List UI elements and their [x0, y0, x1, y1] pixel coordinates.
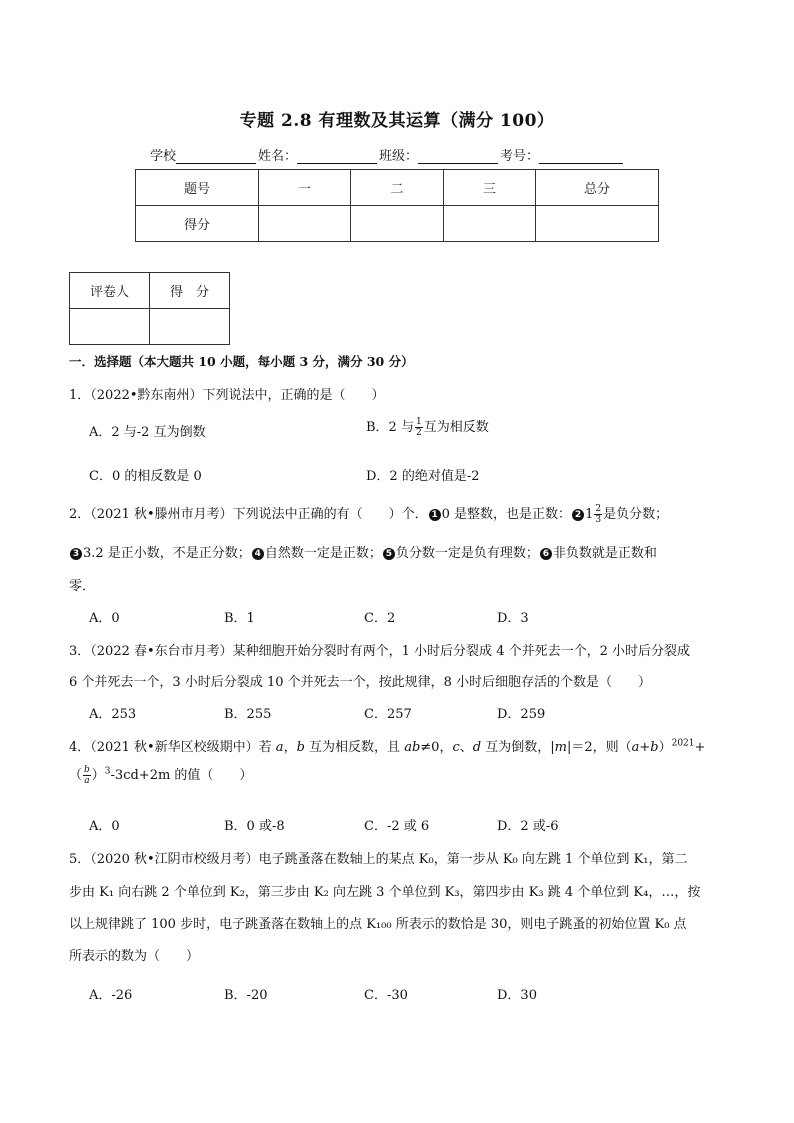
q1-option-a: A．2 与-2 互为倒数 [89, 425, 206, 440]
score-cell [351, 206, 444, 242]
question-5-line-3: 以上规律跳了 100 步时，电子跳蚤落在数轴上的点 K₁₀₀ 所表示的数恰是 30，则电子跳蚤的初始位置 K₀ 点 [69, 917, 687, 932]
score-table [135, 169, 659, 242]
q1-option-c: C．0 的相反数是 0 [89, 469, 202, 484]
score-cell [444, 206, 536, 242]
fraction: $\frac{b}{a}$ [84, 765, 90, 786]
q2-option-a: A．0 [89, 611, 120, 626]
q4-option-d: D．2 或-6 [497, 819, 559, 834]
q3-option-c: C．257 [364, 707, 412, 722]
score-table-score-row [136, 206, 659, 242]
grader-score-label: 得 分 [149, 273, 229, 309]
school-label: 学校 [150, 149, 177, 164]
name-label: 姓名： [258, 149, 298, 164]
question-2-line-3: 零． [69, 579, 96, 594]
q1-option-d: D．2 的绝对值是-2 [366, 469, 480, 484]
q5-option-d: D．30 [497, 988, 537, 1003]
fraction: $\frac{2}{3}$ [595, 504, 602, 525]
exam-number-label: 考号： [500, 149, 540, 164]
question-3-line-1: 3．（2022 春•东台市月考）某种细胞开始分裂时有两个，1 小时后分裂成 4 个并死去一个，2 小时后分裂成 [69, 644, 690, 659]
score-header-cell: 题号 [136, 170, 259, 206]
class-blank [418, 149, 498, 164]
name-blank [297, 149, 377, 164]
question-1-stem: 1．（2022•黔东南州）下列说法中，正确的是（ ） [69, 388, 385, 403]
page-title: 专题 2.8 有理数及其运算（满分 100） [239, 111, 555, 131]
circled-number-icon: 6 [540, 548, 552, 560]
grader-label: 评卷人 [70, 273, 150, 309]
score-row-label: 得分 [136, 206, 259, 242]
q3-option-b: B．255 [224, 707, 272, 722]
question-3-line-2: 6 个并死去一个，3 小时后分裂成 10 个并死去一个，按此规律，8 小时后细胞存活的个数是（ ） [69, 675, 652, 690]
score-cell [536, 206, 659, 242]
student-info-line [150, 145, 625, 164]
grader-table [69, 272, 230, 345]
question-5-line-1: 5．（2020 秋•江阴市校级月考）电子跳蚤落在数轴上的某点 K₀，第一步从 K₀ 向左跳 1 个单位到 K₁，第二 [69, 852, 688, 867]
q2-option-d: D．3 [497, 611, 529, 626]
q1-option-b: B．2 与 $\frac{1}{2}$ 互为相反数 [366, 417, 489, 438]
question-5-line-4: 所表示的数为（ ） [69, 949, 200, 964]
q4-option-a: A．0 [89, 819, 120, 834]
q4-option-c: C．-2 或 6 [364, 819, 430, 834]
circled-number-icon: 4 [252, 548, 264, 560]
section-heading: 一．选择题（本大题共 10 小题，每小题 3 分，满分 30 分） [69, 354, 414, 369]
q5-option-a: A．-26 [89, 988, 133, 1003]
grader-cell [70, 309, 150, 345]
q2-option-b: B．1 [224, 611, 255, 626]
question-2-line-2: 3 3.2 是正小数，不是正分数； 4 自然数一定是正数； 5 负分数一定是负有理数； 6 非负数就是正数和 [69, 542, 657, 561]
score-cell [259, 206, 351, 242]
question-5-line-2: 步由 K₁ 向右跳 2 个单位到 K₂，第三步由 K₂ 向左跳 3 个单位到 K₃，第四步由 K₃ 跳 4 个单位到 K₄，…，按 [69, 885, 701, 900]
q2-option-c: C．2 [364, 611, 396, 626]
class-label: 班级： [379, 149, 419, 164]
grader-cell [149, 309, 229, 345]
q5-option-b: B．-20 [224, 988, 268, 1003]
school-blank [176, 149, 256, 164]
score-header-cell: 一 [259, 170, 351, 206]
question-4-line-2: （ $\frac{b}{a}$ ）$^3$-3cd+2m 的值（ ） [69, 765, 253, 786]
score-table-header-row [136, 170, 659, 206]
score-header-cell: 二 [351, 170, 444, 206]
circled-number-icon: 3 [70, 548, 82, 560]
exam-number-blank [539, 149, 623, 164]
q5-option-c: C．-30 [364, 988, 408, 1003]
question-4-line-1: 4．（2021 秋•新华区校级期中）若 a，b 互为相反数，且 ab≠0，c、d 互为倒数，|m|＝2，则$(a+b)^{2021}+$ [69, 738, 706, 755]
question-2-line-1: 2．（2021 秋•滕州市月考）下列说法中正确的有（ ）个． 1 0 是整数，也是正数： 2 1 $\frac{2}{3}$ 是负分数； [69, 504, 669, 525]
q3-option-a: A．253 [89, 707, 137, 722]
score-header-cell: 三 [444, 170, 536, 206]
q4-option-b: B．0 或-8 [224, 819, 285, 834]
q3-option-d: D．259 [497, 707, 546, 722]
score-header-cell: 总分 [536, 170, 659, 206]
circled-number-icon: 1 [429, 509, 441, 521]
circled-number-icon: 5 [383, 548, 395, 560]
circled-number-icon: 2 [572, 509, 584, 521]
fraction: $\frac{1}{2}$ [415, 417, 422, 438]
